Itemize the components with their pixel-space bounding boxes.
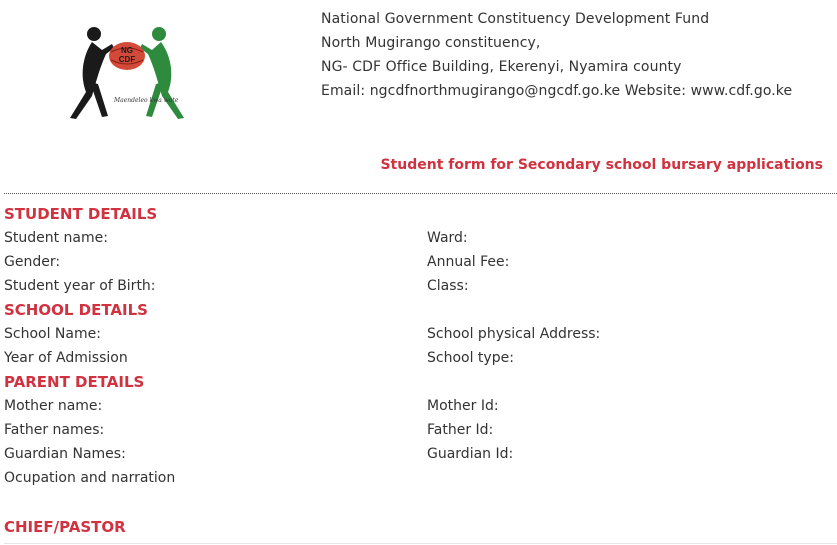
field-annual-fee: Annual Fee: bbox=[427, 254, 510, 270]
section-title-chief: CHIEF/PASTOR bbox=[4, 518, 126, 536]
field-admission-year: Year of Admission bbox=[4, 350, 128, 366]
field-father-names: Father names: bbox=[4, 422, 105, 438]
field-occupation: Ocupation and narration bbox=[4, 470, 176, 486]
field-gender: Gender: bbox=[4, 254, 61, 270]
form-title: Student form for Secondary school bursary applications bbox=[380, 157, 823, 173]
field-school-type: School type: bbox=[427, 350, 514, 366]
header-divider bbox=[4, 193, 837, 194]
section-title-parent: PARENT DETAILS bbox=[4, 373, 145, 391]
logo-green-figure bbox=[140, 27, 184, 119]
org-name: National Government Constituency Development Fund bbox=[321, 11, 710, 27]
field-school-name: School Name: bbox=[4, 326, 101, 342]
field-class: Class: bbox=[427, 278, 469, 294]
field-mother-id: Mother Id: bbox=[427, 398, 499, 414]
field-birth-year: Student year of Birth: bbox=[4, 278, 156, 294]
bottom-divider bbox=[4, 543, 837, 544]
field-father-id: Father Id: bbox=[427, 422, 494, 438]
svg-text:NG: NG bbox=[121, 46, 133, 55]
ng-cdf-logo bbox=[62, 22, 192, 122]
field-guardian-names: Guardian Names: bbox=[4, 446, 126, 462]
field-mother-name: Mother name: bbox=[4, 398, 103, 414]
field-school-address: School physical Address: bbox=[427, 326, 601, 342]
organization-header bbox=[321, 7, 792, 103]
org-address: NG- CDF Office Building, Ekerenyi, Nyamira county bbox=[321, 59, 682, 75]
logo-black-figure bbox=[70, 27, 114, 119]
org-constituency: North Mugirango constituency, bbox=[321, 35, 541, 51]
org-contact: Email: ngcdfnorthmugirango@ngcdf.go.ke Website: www.cdf.go.ke bbox=[321, 83, 793, 99]
field-guardian-id: Guardian Id: bbox=[427, 446, 514, 462]
section-title-school: SCHOOL DETAILS bbox=[4, 301, 148, 319]
logo-globe bbox=[109, 42, 145, 70]
svg-text:CDF: CDF bbox=[118, 55, 136, 64]
section-title-student: STUDENT DETAILS bbox=[4, 205, 158, 223]
logo-motto: Maendeleo kwa wote bbox=[114, 97, 179, 104]
field-ward: Ward: bbox=[427, 230, 468, 246]
field-student-name: Student name: bbox=[4, 230, 108, 246]
